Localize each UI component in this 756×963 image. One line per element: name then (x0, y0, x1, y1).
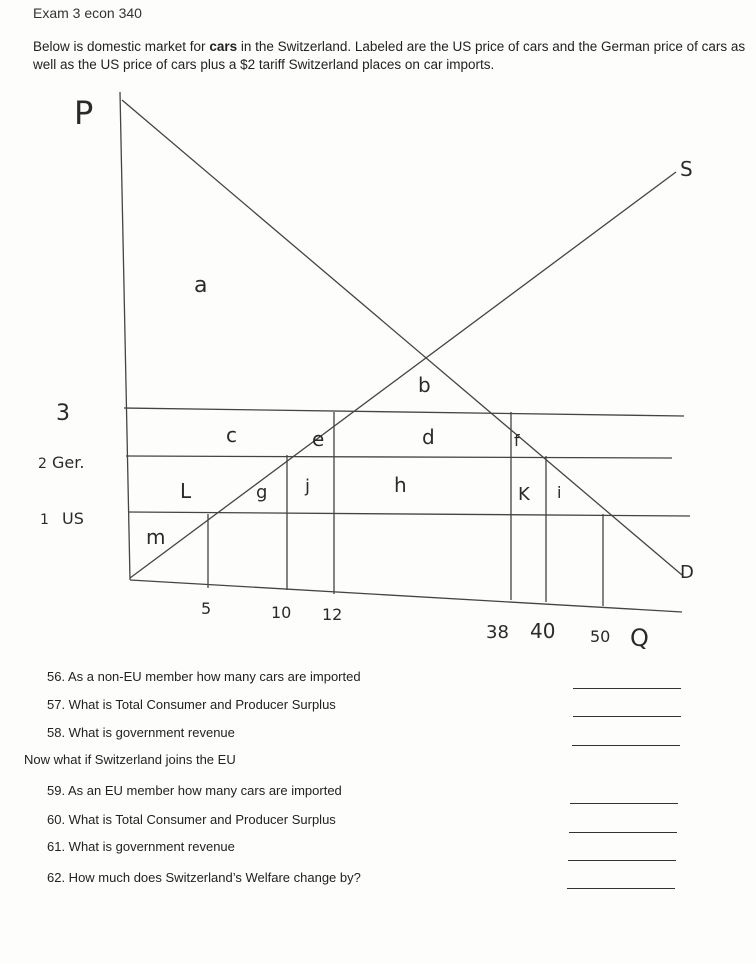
quantity-tick-38: 38 (486, 622, 509, 643)
intro-text-after: in the Switzerland. Labeled are the US price of cars and the German price of cars as well as the US price of cars plus a $2 tariff Switzerland places on car imports. (33, 39, 746, 72)
answer-blank-56[interactable] (573, 688, 681, 689)
supply-curve (130, 172, 676, 578)
area-label-d: d (422, 425, 435, 449)
supply-label: S (680, 157, 693, 181)
answer-blank-58[interactable] (572, 745, 680, 746)
question-59: 59. As an EU member how many cars are imported (47, 783, 342, 798)
y-axis-label: P (74, 94, 94, 132)
price-label-tariff: 3 (56, 401, 70, 426)
area-label-b: b (418, 373, 431, 397)
intro-bold-word: cars (209, 39, 238, 54)
exam-title: Exam 3 econ 340 (33, 5, 142, 21)
price-label-us-text: US (62, 509, 84, 528)
price-label-german-text: Ger. (52, 453, 85, 472)
question-58: 58. What is government revenue (47, 725, 235, 740)
quantity-axis (130, 580, 682, 612)
question-56: 56. As a non-EU member how many cars are imported (47, 669, 361, 684)
area-label-a: a (194, 273, 208, 298)
quantity-tick-5: 5 (201, 599, 212, 618)
area-label-h: h (394, 473, 407, 497)
answer-blank-59[interactable] (570, 803, 678, 804)
tariff-price-line (124, 408, 684, 416)
area-label-k: K (518, 484, 530, 505)
area-label-i: i (557, 483, 562, 502)
area-label-f: f (514, 431, 520, 450)
german-price-line (126, 456, 672, 458)
area-label-c: c (226, 423, 237, 447)
price-label-german-num: 2 (38, 456, 47, 472)
area-label-m: m (146, 525, 166, 549)
area-label-j: j (305, 476, 311, 497)
answer-blank-57[interactable] (573, 716, 681, 717)
demand-curve (122, 100, 682, 575)
quantity-tick-40: 40 (530, 619, 556, 643)
section-note: Now what if Switzerland joins the EU (24, 752, 236, 767)
price-axis (120, 92, 130, 580)
question-62: 62. How much does Switzerland’s Welfare change by? (47, 870, 361, 885)
quantity-tick-10: 10 (271, 603, 292, 622)
quantity-tick-50: 50 (590, 627, 611, 646)
answer-blank-61[interactable] (568, 860, 676, 861)
intro-text-before: Below is domestic market for (33, 39, 210, 54)
question-57: 57. What is Total Consumer and Producer Surplus (47, 697, 336, 712)
area-label-g: g (256, 482, 268, 503)
question-61: 61. What is government revenue (47, 839, 235, 854)
area-label-l: L (180, 479, 192, 503)
quantity-tick-12: 12 (322, 605, 343, 624)
demand-label: D (680, 562, 694, 583)
answer-blank-60[interactable] (569, 832, 677, 833)
price-label-us-num: 1 (40, 512, 49, 528)
question-60: 60. What is Total Consumer and Producer Surplus (47, 812, 336, 827)
area-label-e: e (312, 427, 325, 451)
us-price-line (128, 512, 690, 516)
x-axis-label: Q (630, 624, 649, 652)
answer-blank-62[interactable] (567, 888, 675, 889)
